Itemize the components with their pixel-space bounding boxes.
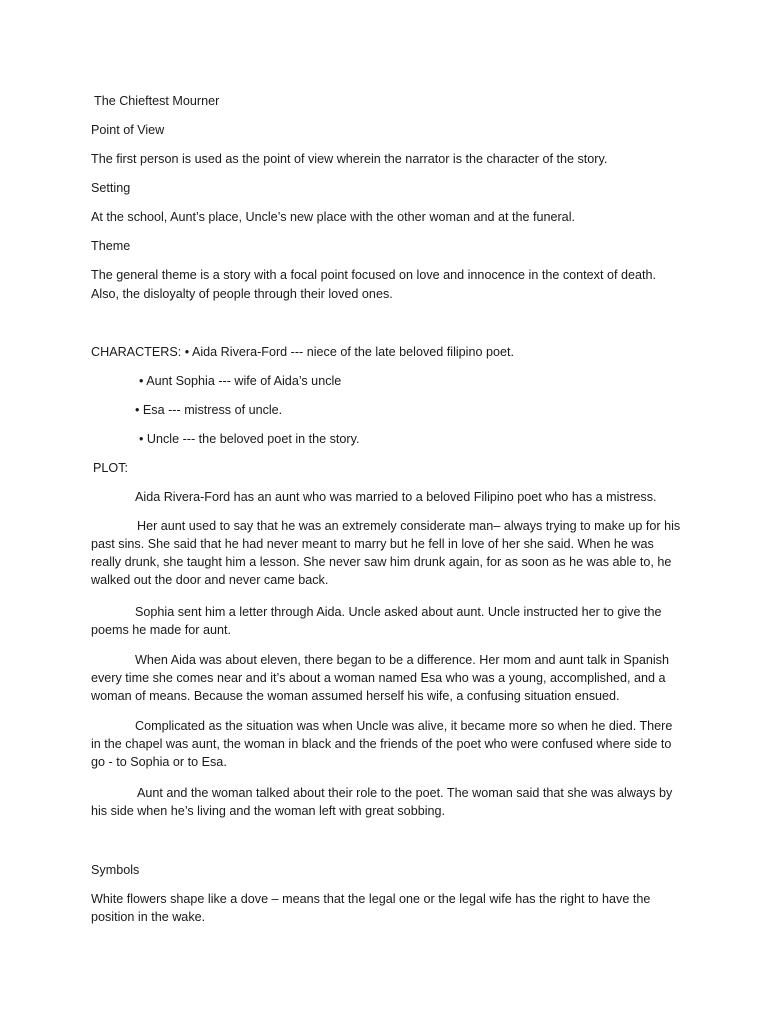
plot-heading: PLOT: <box>93 461 128 475</box>
pov-text: The first person is used as the point of view wherein the narrator is the character of the story. <box>91 152 608 166</box>
character-esa: • Esa --- mistress of uncle. <box>135 403 283 417</box>
pov-heading: Point of View <box>91 123 165 137</box>
plot-paragraph-5: Complicated as the situation was when Uncle was alive, it became more so when he died. There in the chapel was aunt, the woman in black and the friends of the poet who were confused where side to go - to Sophia or to Esa. <box>91 719 673 769</box>
theme-text-line-2: Also, the disloyalty of people through their loved ones. <box>91 287 393 301</box>
character-uncle: • Uncle --- the beloved poet in the story. <box>139 432 360 446</box>
plot-paragraph-4: When Aida was about eleven, there began to be a difference. Her mom and aunt talk in Spanish every time she comes near and it’s about a woman named Esa who was a young, accomplished, and a woman of means. Because the woman assumed herself his wife, a confusing situation ensued. <box>91 653 669 703</box>
symbols-text: White flowers shape like a dove – means that the legal one or the legal wife has the right to have the position in the wake. <box>91 892 651 924</box>
characters-line: CHARACTERS: • Aida Rivera-Ford --- niece of the late beloved filipino poet. <box>91 345 514 359</box>
character-aunt-sophia: • Aunt Sophia --- wife of Aida’s uncle <box>139 374 342 388</box>
plot-paragraph-3: Sophia sent him a letter through Aida. Uncle asked about aunt. Uncle instructed her to give the poems he made for aunt. <box>91 605 662 637</box>
setting-text: At the school, Aunt’s place, Uncle’s new place with the other woman and at the funeral. <box>91 210 575 224</box>
theme-text-line-1: The general theme is a story with a focal point focused on love and innocence in the context of death. <box>91 268 656 282</box>
plot-paragraph-2: Her aunt used to say that he was an extremely considerate man– always trying to make up for his past sins. She said that he had never meant to marry but he fell in love of her she said. When he was really drunk, she taught him a lesson. She never saw him drunk again, for as soon as he was able to, he walked out the door and never came back. <box>91 519 681 587</box>
plot-paragraph-1: Aida Rivera-Ford has an aunt who was married to a beloved Filipino poet who has a mistress. <box>135 490 657 504</box>
document-title: The Chieftest Mourner <box>94 94 220 108</box>
plot-paragraph-6: Aunt and the woman talked about their role to the poet. The woman said that she was always by his side when he’s living and the woman left with great sobbing. <box>91 786 673 818</box>
theme-heading: Theme <box>91 239 131 253</box>
setting-heading: Setting <box>91 181 131 195</box>
symbols-heading: Symbols <box>91 863 140 877</box>
